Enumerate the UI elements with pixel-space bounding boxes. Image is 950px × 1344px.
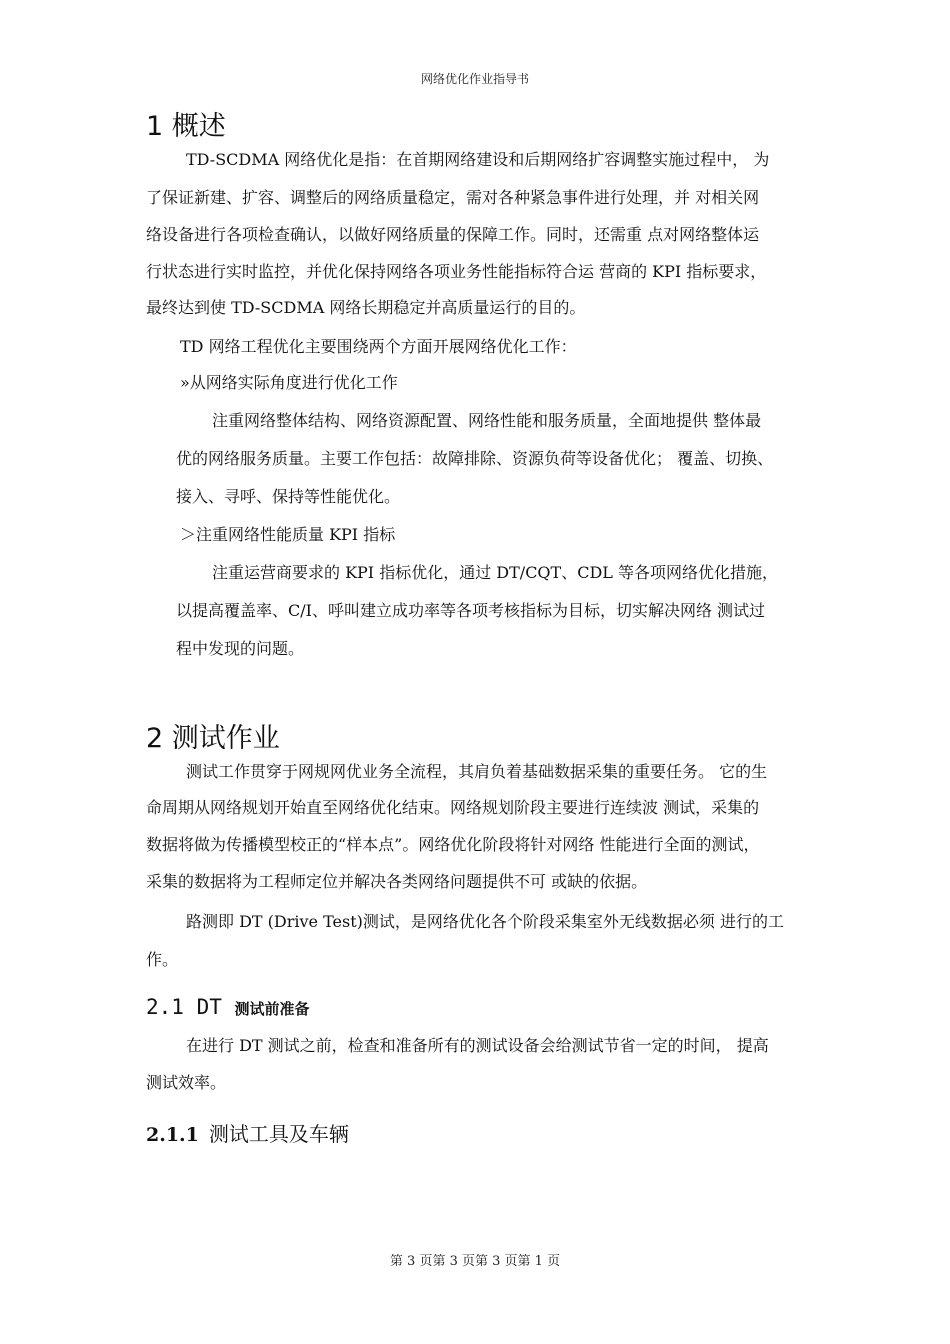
s1-para1-line: 络设备进行各项检查确认，以做好网络质量的保障工作。同时，还需重 点对网络整体运 (146, 225, 760, 244)
s2-para1-line: 数据将做为传播模型校正的“样本点”。网络优化阶段将针对网络 性能进行全面的测试， (146, 835, 760, 854)
s1-para1-line: 最终达到使 TD-SCDMA 网络长期稳定并高质量运行的目的。 (146, 298, 586, 317)
s2-para2-line: 路测即 DT (Drive Test)测试，是网络优化各个阶段采集室外无线数据必须 进行的工 (186, 912, 784, 931)
s1-item1-title: »从网络实际角度进行优化工作 (180, 373, 398, 392)
s2-1-para-line: 在进行 DT 测试之前，检查和准备所有的测试设备会给测试节省一定的时间， 提高 (186, 1036, 769, 1055)
subsection-number: 2.1 DT (146, 995, 222, 1019)
s1-item2-title: ＞注重网络性能质量 KPI 指标 (180, 525, 396, 544)
s2-para1-line: 命周期从网络规划开始直至网络优化结束。网络规划阶段主要进行连续波 测试，采集的 (146, 798, 760, 817)
s1-item1-line: 优的网络服务质量。主要工作包括：故障排除、资源负荷等设备优化； 覆盖、切换、 (176, 449, 774, 468)
s1-para1-line: TD-SCDMA 网络优化是指：在首期网络建设和后期网络扩容调整实施过程中， 为 (186, 150, 770, 169)
s1-item2-line: 程中发现的问题。 (176, 639, 305, 658)
s1-para1-line: 行状态进行实时监控，并优化保持网络各项业务性能指标符合运 营商的 KPI 指标要求， (146, 262, 767, 281)
s2-1-para-line: 测试效率。 (146, 1073, 227, 1092)
s2-para1-line: 测试工作贯穿于网规网优业务全流程，其肩负着基础数据采集的重要任务。 它的生 (186, 762, 768, 781)
s1-item2-line: 以提高覆盖率、C/I、呼叫建立成功率等各项考核指标为目标，切实解决网络 测试过 (176, 601, 766, 620)
page-footer: 第 3 页第 3 页第 3 页第 1 页 (389, 1254, 561, 1269)
subsection-2-1-heading (146, 995, 310, 1019)
page-header: 网络优化作业指导书 (420, 72, 529, 86)
s1-item1-line: 注重网络整体结构、网络资源配置、网络性能和服务质量，全面地提供 整体最 (212, 411, 762, 430)
subsection-2-1-1-heading (146, 1118, 349, 1147)
s2-para2-line: 作。 (146, 950, 179, 969)
subsection-title: 测试前准备 (234, 1000, 310, 1018)
s1-item2-line: 注重运营商要求的 KPI 指标优化，通过 DT/CQT、CDL 等各项网络优化措施， (212, 563, 779, 582)
s1-para2: TD 网络工程优化主要围绕两个方面开展网络优化工作： (180, 337, 577, 356)
section-2-heading: 2 测试作业 (146, 723, 280, 754)
section-1-heading: 1 概述 (146, 111, 226, 142)
s2-para1-line: 采集的数据将为工程师定位并解决各类网络问题提供不可 或缺的依据。 (146, 872, 648, 891)
subsubsection-title: 测试工具及车辆 (208, 1122, 349, 1146)
s1-item1-line: 接入、寻呼、保持等性能优化。 (176, 487, 401, 506)
s1-para1-line: 了保证新建、扩容、调整后的网络质量稳定，需对各种紧急事件进行处理，并 对相关网 (146, 188, 760, 207)
subsubsection-number: 2.1.1 (146, 1124, 199, 1146)
